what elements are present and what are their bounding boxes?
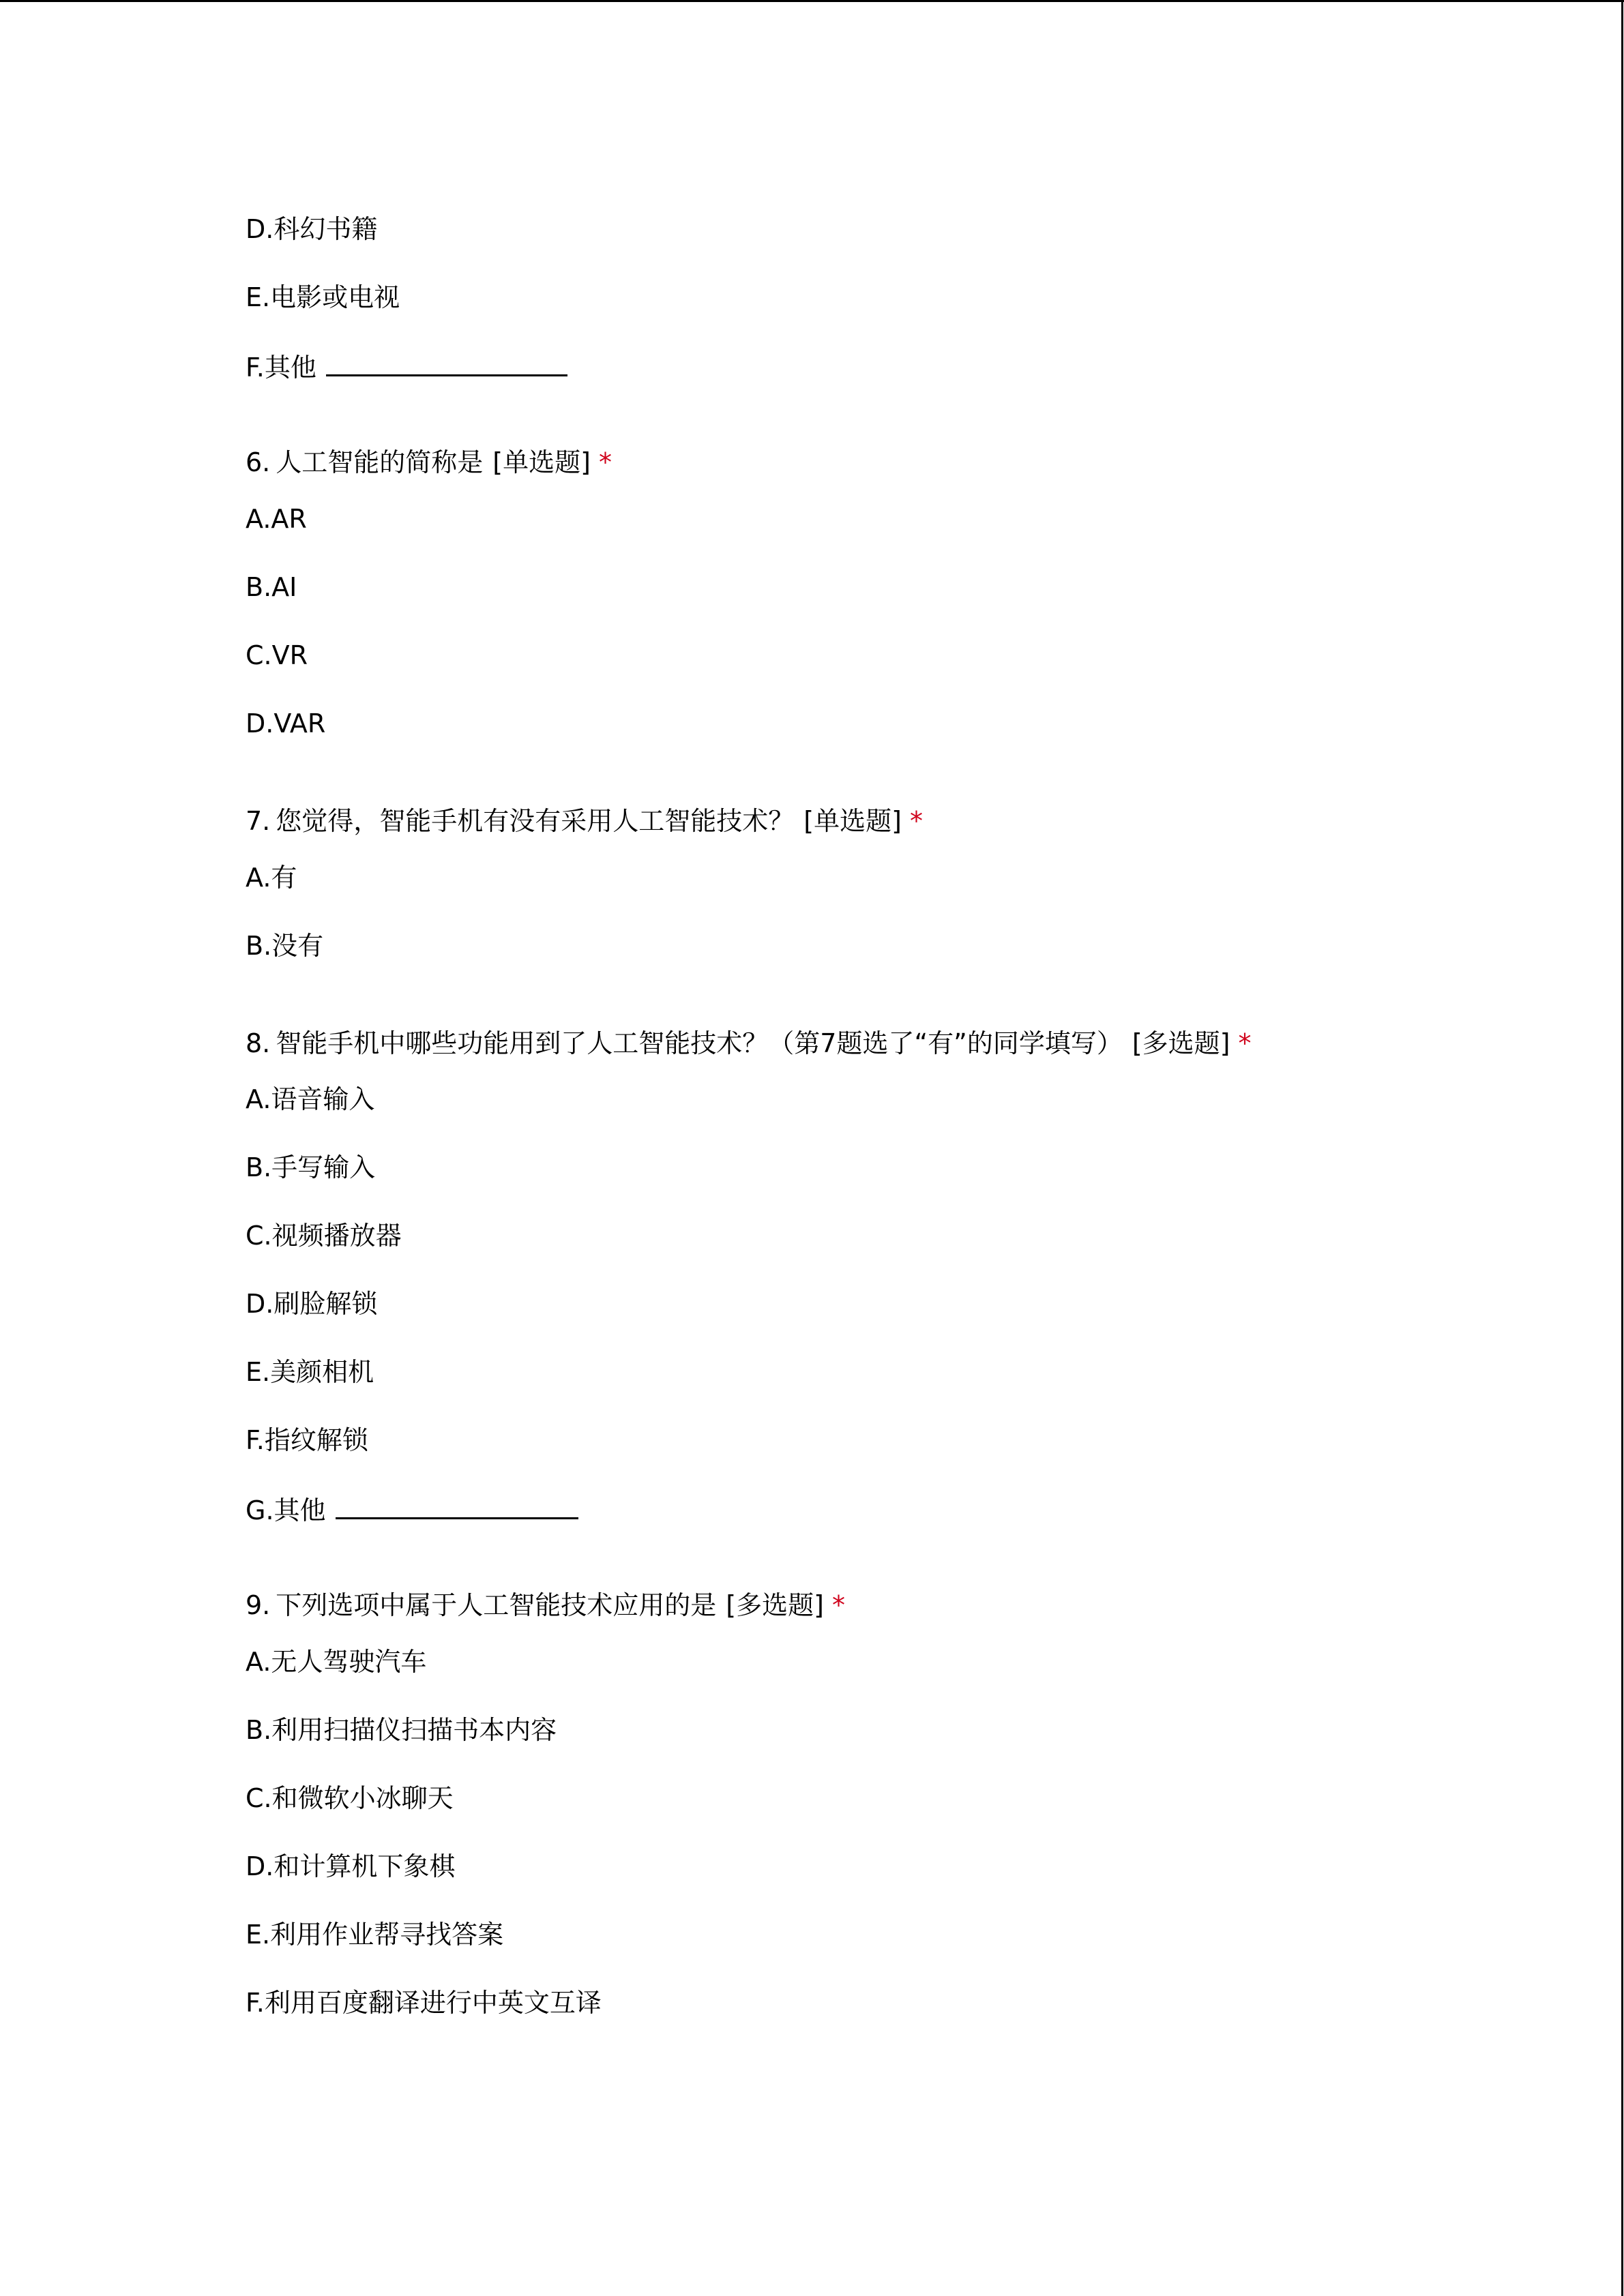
option-label: D.VAR: [246, 709, 326, 739]
question-6-title: [246, 445, 612, 479]
required-marker: *: [1238, 1028, 1252, 1058]
other-fill-blank[interactable]: [336, 1491, 578, 1519]
option-label: A.无人驾驶汽车: [246, 1647, 427, 1677]
option-9-f[interactable]: [246, 1986, 602, 2020]
option-6-d[interactable]: [246, 706, 325, 741]
option-label: F.其他: [246, 353, 316, 383]
option-label: E.电影或电视: [246, 282, 400, 312]
option-label: F.利用百度翻译进行中英文互译: [246, 1988, 602, 2018]
question-7-title: [246, 804, 923, 838]
option-label: G.其他: [246, 1495, 326, 1525]
question-text: 智能手机中哪些功能用到了人工智能技术？（第7题选了“有”的同学填写）: [276, 1028, 1123, 1058]
question-number: 8.: [246, 1028, 271, 1058]
question-number: 9.: [246, 1590, 271, 1620]
option-label: A.语音输入: [246, 1084, 375, 1114]
option-label: C.VR: [246, 640, 308, 670]
option-label: C.和微软小冰聊天: [246, 1783, 454, 1813]
option-label: A.有: [246, 863, 297, 893]
question-text: 人工智能的简称是: [276, 447, 484, 477]
option-9-b[interactable]: [246, 1713, 557, 1747]
question-type: [多选题]: [1132, 1028, 1230, 1058]
option-5-d[interactable]: [246, 212, 377, 246]
option-5-e[interactable]: [246, 280, 400, 314]
question-text: 下列选项中属于人工智能技术应用的是: [276, 1590, 717, 1620]
option-6-c[interactable]: [246, 638, 308, 672]
option-label: B.利用扫描仪扫描书本内容: [246, 1715, 557, 1745]
option-7-a[interactable]: [246, 861, 297, 895]
option-9-c[interactable]: [246, 1781, 454, 1815]
option-8-d[interactable]: [246, 1287, 377, 1321]
question-type: [单选题]: [492, 447, 591, 477]
other-fill-blank[interactable]: [326, 348, 567, 376]
page-top-border: [0, 0, 1624, 2]
option-8-c[interactable]: [246, 1219, 402, 1253]
option-label: E.美颜相机: [246, 1357, 374, 1387]
option-8-g[interactable]: [246, 1491, 578, 1525]
option-label: B.AI: [246, 572, 297, 602]
question-text: 您觉得，智能手机有没有采用人工智能技术？: [276, 806, 795, 836]
question-type: [单选题]: [803, 806, 902, 836]
required-marker: *: [831, 1590, 845, 1620]
option-label: C.视频播放器: [246, 1221, 402, 1251]
question-number: 7.: [246, 806, 271, 836]
option-7-b[interactable]: [246, 929, 323, 963]
option-8-a[interactable]: [246, 1082, 374, 1116]
option-8-e[interactable]: [246, 1355, 374, 1389]
option-9-d[interactable]: [246, 1849, 455, 1883]
option-label: F.指纹解锁: [246, 1425, 368, 1455]
option-9-e[interactable]: [246, 1918, 503, 1952]
required-marker: *: [909, 806, 923, 836]
required-marker: *: [598, 447, 612, 477]
option-6-b[interactable]: [246, 570, 297, 604]
question-type: [多选题]: [726, 1590, 824, 1620]
option-5-f[interactable]: [246, 348, 567, 383]
option-8-f[interactable]: [246, 1423, 368, 1457]
option-label: D.和计算机下象棋: [246, 1851, 456, 1881]
question-8-title: [246, 1026, 1251, 1060]
question-9-title: [246, 1588, 845, 1622]
page-right-border: [1621, 0, 1623, 2296]
option-label: D.科幻书籍: [246, 214, 378, 244]
option-label: D.刷脸解锁: [246, 1289, 378, 1319]
option-label: B.手写输入: [246, 1152, 376, 1182]
option-label: E.利用作业帮寻找答案: [246, 1920, 504, 1950]
option-9-a[interactable]: [246, 1645, 426, 1679]
option-label: A.AR: [246, 504, 307, 534]
option-8-b[interactable]: [246, 1150, 375, 1184]
question-number: 6.: [246, 447, 271, 477]
option-label: B.没有: [246, 931, 324, 961]
option-6-a[interactable]: [246, 502, 307, 536]
